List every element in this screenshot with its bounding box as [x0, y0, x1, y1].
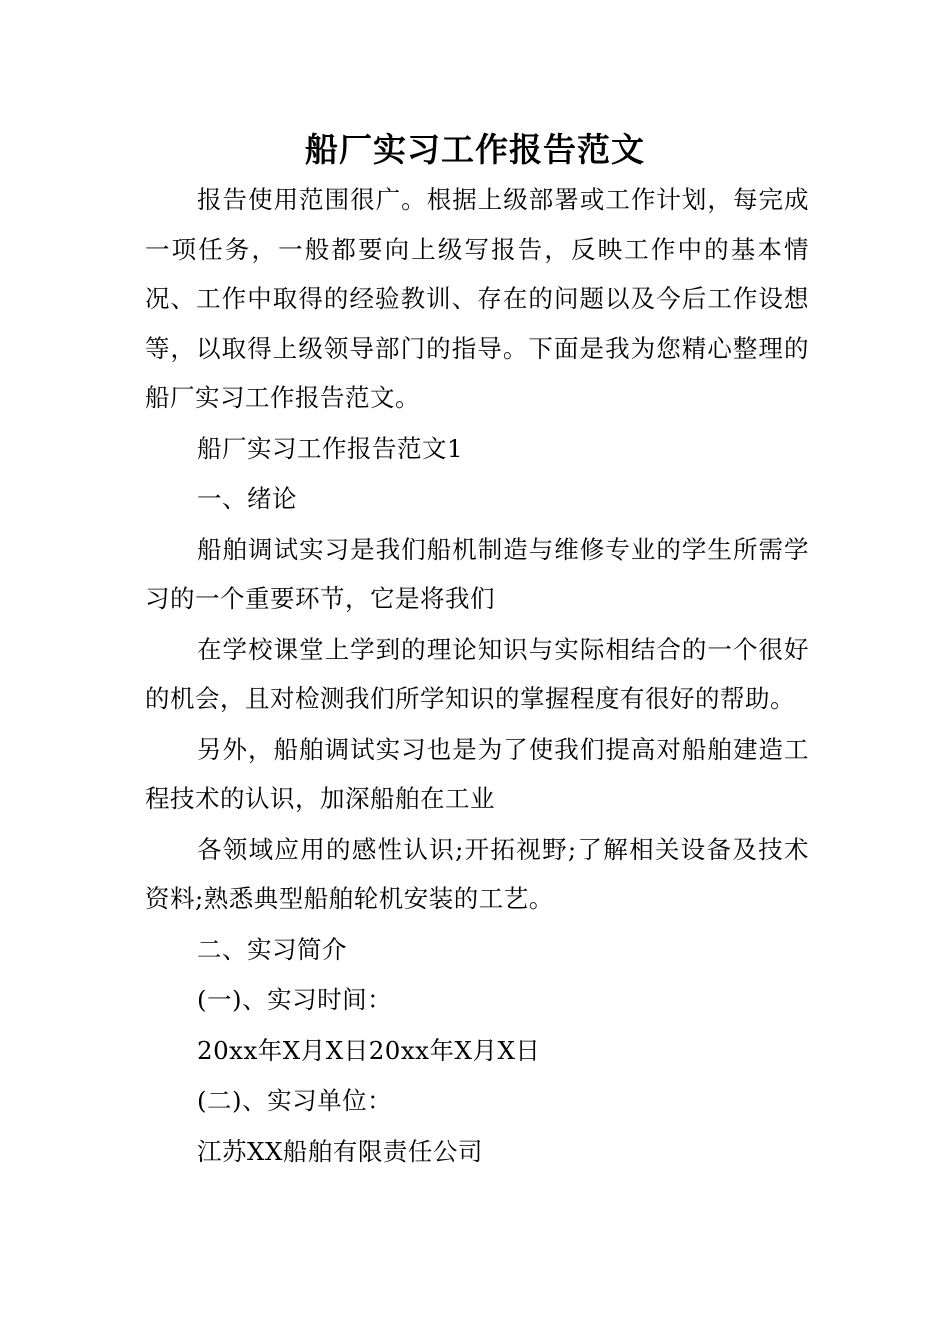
document-title: 船厂实习工作报告范文 — [305, 130, 645, 169]
document-body — [145, 175, 809, 1177]
label-internship-time: (一)、实习时间： — [197, 985, 393, 1014]
label-internship-unit: (二)、实习单位： — [197, 1086, 393, 1115]
heading-internship-overview: 二、实习简介 — [197, 934, 347, 964]
paragraph-body: 各领域应用的感性认识;开拓视野;了解相关设备及技术资料;熟悉典型船舶轮机安装的工艺。 — [145, 834, 809, 913]
value-internship-time: 20xx年X月X日20xx年X月X日 — [197, 1035, 541, 1065]
value-internship-unit: 江苏XX船舶有限责任公司 — [197, 1136, 483, 1166]
paragraph-body: 船舶调试实习是我们船机制造与维修专业的学生所需学习的一个重要环节，它是将我们 — [145, 534, 809, 613]
paragraph-body: 在学校课堂上学到的理论知识与实际相结合的一个很好的机会，且对检测我们所学知识的掌握程度有很好的帮助。 — [145, 634, 809, 713]
paragraph-body: 另外，船舶调试实习也是为了使我们提高对船舶建造工程技术的认识，加深船舶在工业 — [145, 734, 809, 813]
paragraph-section-title: 船厂实习工作报告范文1 — [197, 433, 464, 463]
heading-introduction: 一、绪论 — [197, 484, 297, 513]
paragraph-intro: 报告使用范围很广。根据上级部署或工作计划，每完成一项任务，一般都要向上级写报告，反映工作中的基本情况、工作中取得的经验教训、存在的问题以及今后工作设想等，以取得上级领导部门的指导。下面是我为您精心整理的船厂实习工作报告范文。 — [145, 185, 809, 412]
